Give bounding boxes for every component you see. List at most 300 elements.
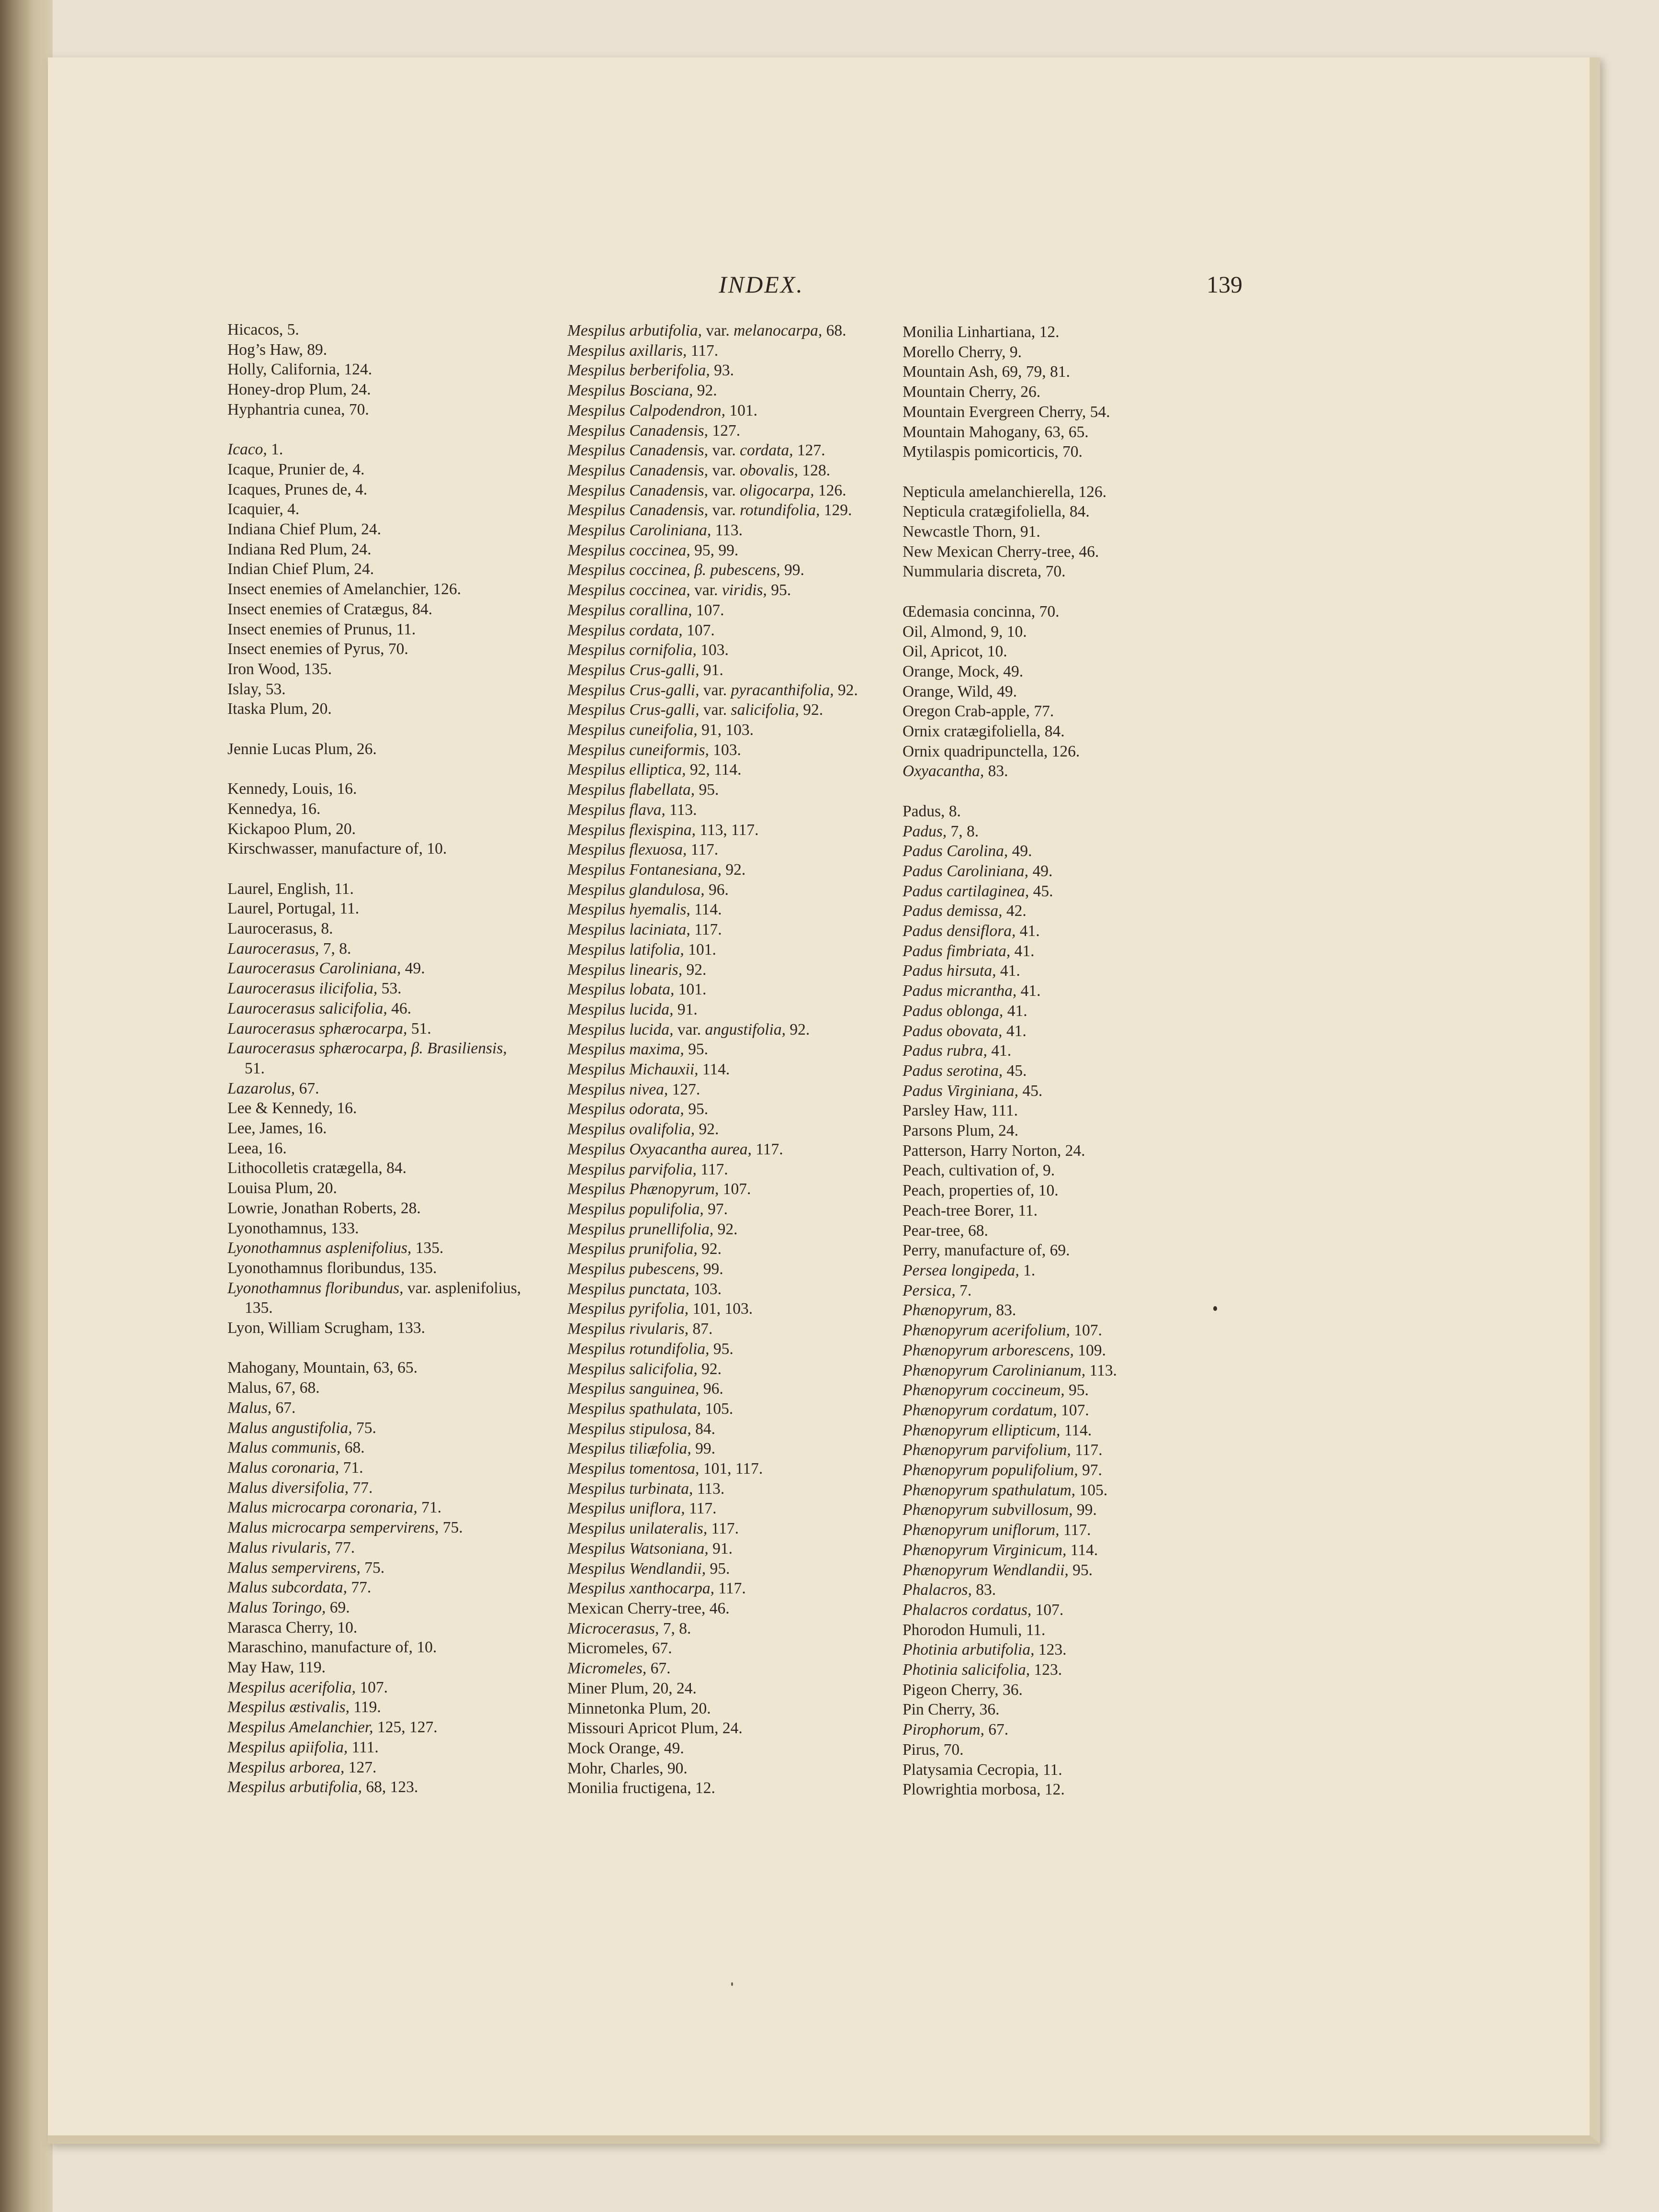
entry-italic-text: Padus serotina, <box>903 1061 1003 1080</box>
entry-italic-text: Mespilus arborea, <box>227 1758 345 1776</box>
entry-text: 127. <box>344 1758 377 1776</box>
entry-text: var. <box>708 441 740 460</box>
index-entry <box>227 1697 553 1717</box>
entry-italic-text: Mespilus cordata, <box>567 621 683 639</box>
index-entry <box>567 560 898 580</box>
entry-text: 107. <box>1070 1321 1102 1340</box>
index-entry <box>567 1039 898 1060</box>
index-entry <box>227 340 553 360</box>
entry-text: 71. <box>417 1499 441 1517</box>
entry-text: New Mexican Cherry-tree, 46. <box>903 542 1099 561</box>
entry-italic-text: Padus Virginiana, <box>903 1082 1018 1100</box>
index-entry <box>567 940 898 960</box>
index-entry <box>227 999 553 1019</box>
entry-text: 113. <box>693 1479 725 1498</box>
index-entry <box>227 1478 553 1498</box>
index-entry <box>567 1299 898 1319</box>
entry-text: 99. <box>699 1260 723 1278</box>
entry-gap <box>227 719 553 739</box>
entry-italic-text: angustifolia, <box>705 1020 786 1038</box>
entry-text: 67. <box>646 1659 671 1678</box>
index-entry <box>227 1278 553 1298</box>
entry-italic-text: Mespilus lucida, <box>567 1000 674 1018</box>
index-entry <box>567 900 898 920</box>
entry-text: 77. <box>347 1579 372 1597</box>
entry-text: 42. <box>1002 902 1027 920</box>
entry-italic-text: cordata, <box>740 441 793 460</box>
entry-italic-text: Mespilus unilateralis, <box>567 1520 708 1538</box>
index-entry <box>227 819 553 839</box>
index-entry <box>227 599 553 620</box>
entry-text: 41. <box>1010 942 1035 960</box>
entry-text: Lyonothamnus floribundus, 135. <box>227 1259 437 1277</box>
index-entry <box>227 1558 553 1578</box>
index-entry <box>567 760 898 780</box>
entry-text: 93. <box>710 361 734 380</box>
entry-text: var. <box>702 322 734 339</box>
entry-italic-text: Mespilus elliptica, <box>567 761 686 779</box>
entry-text: 95. <box>767 581 791 599</box>
index-entry <box>567 421 898 441</box>
entry-text: Peach, cultivation of, 9. <box>903 1162 1055 1180</box>
entry-text: Lowrie, Jonathan Roberts, 28. <box>227 1199 421 1217</box>
entry-italic-text: Mespilus Canadensis, <box>567 481 709 499</box>
index-entry <box>567 1399 898 1419</box>
entry-text: 97. <box>1078 1461 1102 1479</box>
entry-text: 7, 8. <box>659 1619 691 1637</box>
index-entry <box>227 1498 553 1518</box>
index-entry <box>903 1300 1247 1320</box>
index-entry <box>567 1519 898 1539</box>
entry-text: Indian Chief Plum, 24. <box>227 560 374 578</box>
index-entry <box>903 542 1247 562</box>
entry-italic-text: pyracanthifolia, <box>731 681 834 699</box>
index-entry <box>903 1460 1247 1480</box>
index-entry <box>903 1421 1247 1441</box>
index-entry <box>227 1538 553 1558</box>
entry-text: Icaques, Prunes de, 4. <box>227 480 368 498</box>
index-entry <box>903 1560 1247 1580</box>
entry-text: 1. <box>267 440 283 459</box>
index-entry <box>903 901 1247 921</box>
entry-italic-text: Persea longipeda, <box>903 1262 1019 1279</box>
index-entry <box>567 1319 898 1339</box>
index-entry <box>227 1678 553 1698</box>
entry-italic-text: Mespilus odorata, <box>567 1100 684 1118</box>
entry-text: Lyonothamnus, 133. <box>227 1219 359 1237</box>
index-entry <box>567 1020 898 1040</box>
entry-text: 45. <box>1003 1061 1027 1080</box>
entry-text: 96. <box>699 1380 723 1398</box>
entry-italic-text: Icaco, <box>227 440 267 459</box>
entry-italic-text: Malus diversifolia, <box>227 1478 349 1497</box>
entry-italic-text: Malus sempervirens, <box>227 1558 361 1577</box>
entry-text: 97. <box>703 1200 728 1218</box>
entry-italic-text: Phænopyrum Wendlandii, <box>903 1561 1069 1579</box>
entry-italic-text: Phænopyrum, <box>903 1301 993 1320</box>
index-entry <box>227 1139 553 1159</box>
index-entry <box>903 1241 1247 1261</box>
page-number: 139 <box>1207 271 1242 298</box>
index-entry <box>227 360 553 380</box>
entry-italic-text: Pirophorum, <box>903 1721 984 1739</box>
entry-italic-text: Laurocerasus Caroliniana, <box>227 959 401 978</box>
entry-italic-text: Mespilus salicifolia, <box>567 1360 698 1378</box>
entry-text: 107. <box>692 601 724 619</box>
index-entry <box>567 1339 898 1359</box>
entry-italic-text: Malus communis, <box>227 1439 341 1457</box>
index-entry <box>567 621 898 641</box>
entry-text: 41. <box>1016 982 1041 1000</box>
index-entry <box>227 879 553 899</box>
index-entry <box>567 500 898 520</box>
index-entry <box>903 362 1247 382</box>
entry-italic-text: Mespilus berberifolia, <box>567 361 710 380</box>
entry-text: Kennedya, 16. <box>227 800 321 818</box>
entry-italic-text: melanocarpa, <box>734 322 823 339</box>
index-entry <box>567 740 898 760</box>
entry-text: 117. <box>714 1580 746 1598</box>
entry-text: Marasca Cherry, 10. <box>227 1618 358 1636</box>
entry-italic-text: Mespilus lobata, <box>567 981 675 999</box>
index-entry <box>903 722 1247 742</box>
book-spine-edge <box>0 0 53 2212</box>
index-entry <box>227 1298 553 1318</box>
index-column-2 <box>567 321 898 1798</box>
entry-italic-text: Mespilus uniflora, <box>567 1500 685 1518</box>
entry-text: 117. <box>687 841 719 859</box>
index-entry <box>227 939 553 959</box>
entry-text: var. asplenifolius, <box>403 1279 521 1297</box>
index-entry <box>227 1158 553 1178</box>
index-entry <box>567 1659 898 1679</box>
index-entry <box>227 979 553 999</box>
entry-text: 77. <box>330 1538 355 1557</box>
index-entry <box>227 699 553 719</box>
entry-text: Orange, Wild, 49. <box>903 682 1017 700</box>
index-entry <box>903 801 1247 822</box>
entry-text: Phorodon Humuli, 11. <box>903 1621 1046 1639</box>
entry-text: Oregon Crab-apple, 77. <box>903 702 1054 721</box>
entry-text: Holly, California, 124. <box>227 361 372 379</box>
index-entry <box>227 1358 553 1378</box>
entry-italic-text: Phænopyrum Carolinianum, <box>903 1361 1086 1379</box>
entry-italic-text: Phænopyrum ellipticum, <box>903 1421 1061 1439</box>
entry-text: Kirschwasser, manufacture of, 10. <box>227 840 447 858</box>
index-entry <box>567 1140 898 1160</box>
entry-italic-text: Mespilus Watsoniana, <box>567 1539 709 1557</box>
index-entry <box>903 1061 1247 1081</box>
index-entry <box>227 540 553 560</box>
index-entry <box>903 322 1247 342</box>
entry-text: 101, 117. <box>699 1460 763 1478</box>
entry-italic-text: Mespilus prunifolia, <box>567 1240 698 1258</box>
entry-text: 111. <box>348 1738 379 1756</box>
entry-text: May Haw, 119. <box>227 1659 326 1677</box>
entry-italic-text: Mespilus cuneiformis, <box>567 741 709 759</box>
index-entry <box>567 660 898 680</box>
entry-italic-text: Mespilus Caroliniana, <box>567 521 711 540</box>
entry-italic-text: Phænopyrum Virginicum, <box>903 1541 1067 1559</box>
index-entry <box>227 1238 553 1258</box>
entry-italic-text: Mespilus flexispina, <box>567 821 696 839</box>
entry-text: Laurel, Portugal, 11. <box>227 900 360 918</box>
index-entry <box>227 320 553 340</box>
index-entry <box>567 1099 898 1119</box>
index-entry <box>567 481 898 501</box>
entry-text: 126. <box>814 481 846 499</box>
index-entry <box>903 422 1247 442</box>
index-entry <box>567 1679 898 1699</box>
entry-text: 92. <box>834 681 858 699</box>
index-entry <box>567 1379 898 1399</box>
entry-italic-text: Mespilus corallina, <box>567 601 692 619</box>
entry-italic-text: Mespilus rotundifolia, <box>567 1340 710 1358</box>
index-entry <box>227 1458 553 1478</box>
entry-italic-text: Mespilus Calpodendron, <box>567 401 726 419</box>
index-entry <box>903 1400 1247 1421</box>
entry-text: Kennedy, Louis, 16. <box>227 780 357 798</box>
entry-text: Indiana Red Plum, 24. <box>227 540 372 558</box>
index-entry <box>903 1041 1247 1061</box>
index-entry <box>903 1021 1247 1041</box>
entry-text: Pigeon Cherry, 36. <box>903 1681 1023 1699</box>
index-entry <box>903 921 1247 941</box>
index-entry <box>227 1438 553 1458</box>
index-entry <box>227 1038 553 1059</box>
index-entry <box>903 822 1247 842</box>
index-entry <box>567 880 898 900</box>
entry-text: Mohr, Charles, 90. <box>567 1759 688 1777</box>
entry-italic-text: Mespilus Bosciana, <box>567 382 693 400</box>
entry-text: Maraschino, manufacture of, 10. <box>227 1638 437 1657</box>
entry-text: Mexican Cherry-tree, 46. <box>567 1600 730 1617</box>
entry-text: 69. <box>326 1598 350 1616</box>
entry-text: Iron Wood, 135. <box>227 660 332 678</box>
index-entry <box>567 920 898 940</box>
entry-text: 49. <box>1028 862 1053 880</box>
entry-italic-text: Malus, <box>227 1399 272 1417</box>
index-entry <box>903 1540 1247 1560</box>
entry-text: Lithocolletis cratægella, 84. <box>227 1159 406 1177</box>
entry-italic-text: Phænopyrum uniflorum, <box>903 1521 1060 1539</box>
entry-text: Parsley Haw, 111. <box>903 1102 1018 1120</box>
entry-italic-text: oligocarpa, <box>740 481 814 499</box>
entry-italic-text: Mespilus coccinea, β. pubescens, <box>567 561 780 579</box>
entry-text: 92, 114. <box>686 761 742 779</box>
index-entry <box>227 779 553 799</box>
entry-text: Pear-tree, 68. <box>903 1221 988 1240</box>
index-entry <box>227 1118 553 1139</box>
index-entry <box>227 1098 553 1118</box>
index-entry <box>903 701 1247 722</box>
index-entry <box>567 1539 898 1559</box>
entry-text: Oil, Almond, 9, 10. <box>903 622 1027 641</box>
index-entry <box>903 961 1247 981</box>
index-entry <box>227 1777 553 1797</box>
entry-text: 101. <box>674 981 707 999</box>
entry-italic-text: Mespilus apiifolia, <box>227 1738 348 1756</box>
index-entry <box>227 579 553 599</box>
entry-italic-text: Padus obovata, <box>903 1022 1003 1040</box>
index-entry <box>227 1378 553 1398</box>
entry-italic-text: Mespilus flabellata, <box>567 781 695 799</box>
index-entry <box>567 720 898 740</box>
index-entry <box>567 1080 898 1100</box>
index-entry <box>227 1398 553 1418</box>
entry-text: 75. <box>439 1519 463 1537</box>
entry-text: 103. <box>689 1280 722 1298</box>
entry-text: 99. <box>1072 1501 1097 1519</box>
entry-text: 7, 8. <box>319 939 351 958</box>
entry-italic-text: Mespilus axillaris, <box>567 341 687 360</box>
entry-italic-text: Oxyacantha, <box>903 762 984 780</box>
entry-italic-text: Lazarolus, <box>227 1079 295 1097</box>
entry-text: var. <box>699 701 731 719</box>
index-entry <box>227 460 553 480</box>
entry-text: Mountain Ash, 69, 79, 81. <box>903 363 1070 381</box>
entry-text: 45. <box>1029 882 1053 900</box>
entry-text: 46. <box>387 999 412 1017</box>
entry-italic-text: Mespilus ovalifolia, <box>567 1120 695 1139</box>
entry-text: 95. <box>695 781 719 799</box>
entry-text: Newcastle Thorn, 91. <box>903 523 1040 541</box>
entry-text: Parsons Plum, 24. <box>903 1122 1018 1140</box>
entry-text: 103. <box>709 741 741 759</box>
entry-italic-text: Mespilus pyrifolia, <box>567 1300 689 1318</box>
index-entry <box>567 461 898 481</box>
entry-text: 117. <box>1071 1441 1103 1459</box>
index-entry <box>567 980 898 1000</box>
entry-italic-text: Laurocerasus sphærocarpa, β. Brasiliensis, <box>227 1039 507 1058</box>
entry-text: 117. <box>696 1160 728 1178</box>
entry-text: 127. <box>668 1080 700 1098</box>
entry-italic-text: Mespilus lucida, <box>567 1020 674 1038</box>
entry-text: Missouri Apricot Plum, 24. <box>567 1719 743 1738</box>
entry-italic-text: Mespilus turbinata, <box>567 1479 693 1498</box>
entry-text: Perry, manufacture of, 69. <box>903 1241 1070 1260</box>
entry-text: 95. <box>684 1040 709 1059</box>
index-entry <box>567 840 898 860</box>
index-entry <box>903 1760 1247 1780</box>
index-entry <box>567 361 898 381</box>
entry-italic-text: Laurocerasus sphærocarpa, <box>227 1019 407 1038</box>
entry-text: 107. <box>1031 1601 1064 1619</box>
entry-text: 45. <box>1018 1082 1043 1100</box>
entry-text: 107. <box>719 1180 751 1198</box>
entry-text: 75. <box>360 1558 385 1577</box>
entry-italic-text: Mespilus latifolia, <box>567 940 684 959</box>
entry-text: Itaska Plum, 20. <box>227 700 332 718</box>
entry-text: Padus, 8. <box>903 802 961 820</box>
entry-italic-text: Mespilus punctata, <box>567 1280 689 1298</box>
entry-text: Mock Orange, 49. <box>567 1739 684 1757</box>
entry-text: Islay, 53. <box>227 680 286 698</box>
index-entry <box>903 1001 1247 1021</box>
entry-italic-text: Phænopyrum coccineum, <box>903 1381 1065 1399</box>
index-entry <box>903 742 1247 762</box>
entry-italic-text: Mespilus acerifolia, <box>227 1678 356 1696</box>
ink-speck <box>1213 1306 1217 1311</box>
entry-text: Insect enemies of Pyrus, 70. <box>227 640 408 658</box>
index-entry <box>227 739 553 759</box>
entry-text: 117. <box>707 1520 739 1538</box>
entry-text: 68, 123. <box>362 1778 418 1796</box>
entry-text: 95. <box>709 1340 734 1358</box>
entry-text: 68. <box>340 1439 365 1457</box>
index-entry <box>567 321 898 341</box>
entry-text: Insect enemies of Cratægus, 84. <box>227 600 432 618</box>
entry-text: 113. <box>1085 1361 1117 1379</box>
entry-italic-text: Mespilus glandulosa, <box>567 880 705 899</box>
entry-italic-text: Mespilus flexuosa, <box>567 841 687 859</box>
entry-italic-text: Mespilus hyemalis, <box>567 901 690 919</box>
index-entry <box>567 580 898 600</box>
entry-italic-text: Phænopyrum cordatum, <box>903 1401 1057 1419</box>
entry-italic-text: Laurocerasus, <box>227 939 319 958</box>
entry-italic-text: Padus oblonga, <box>903 1002 1004 1020</box>
index-entry <box>903 622 1247 642</box>
index-entry <box>227 1717 553 1738</box>
entry-text: Ornix cratægifoliella, 84. <box>903 722 1065 741</box>
entry-text: Laurocerasus, 8. <box>227 920 333 938</box>
entry-text: 117. <box>685 1500 717 1518</box>
entry-text: 96. <box>704 880 729 899</box>
entry-text: 101. <box>684 940 716 959</box>
entry-text: 83. <box>992 1301 1016 1320</box>
entry-text: Indiana Chief Plum, 24. <box>227 520 381 539</box>
entry-text: 95. <box>1068 1561 1093 1579</box>
entry-italic-text: Mespilus tiliæfolia, <box>567 1440 691 1458</box>
entry-text: 53. <box>377 980 402 998</box>
index-entry <box>227 400 553 420</box>
entry-text: 92. <box>721 860 746 879</box>
entry-text: 92. <box>693 382 717 400</box>
index-entry <box>567 820 898 840</box>
entry-text: Leea, 16. <box>227 1139 287 1157</box>
entry-text: Hicacos, 5. <box>227 321 299 339</box>
index-entry <box>903 1181 1247 1201</box>
entry-text: 114. <box>690 901 722 919</box>
entry-text: 92. <box>799 701 824 719</box>
entry-text: Louisa Plum, 20. <box>227 1179 337 1197</box>
entry-italic-text: Mespilus rivularis, <box>567 1320 689 1338</box>
index-entry <box>903 1600 1247 1620</box>
entry-italic-text: Phænopyrum arborescens, <box>903 1341 1074 1359</box>
index-entry <box>903 1380 1247 1400</box>
index-entry <box>903 442 1247 462</box>
index-entry <box>567 1619 898 1639</box>
entry-gap <box>227 1338 553 1358</box>
entry-italic-text: Malus rivularis, <box>227 1538 331 1557</box>
index-entry <box>567 860 898 880</box>
entry-text: 114. <box>1066 1541 1098 1559</box>
index-column-1 <box>227 320 553 1797</box>
entry-gap <box>903 462 1247 482</box>
entry-text: Insect enemies of Amelanchier, 126. <box>227 580 461 598</box>
entry-italic-text: Photinia salicifolia, <box>903 1661 1030 1679</box>
index-entry <box>227 559 553 579</box>
index-entry <box>227 1518 553 1538</box>
entry-text: 117. <box>687 341 719 360</box>
entry-text: Mytilaspis pomicorticis, 70. <box>903 443 1083 461</box>
index-entry <box>567 1699 898 1719</box>
index-entry <box>903 1101 1247 1121</box>
entry-italic-text: Mespilus spathulata, <box>567 1399 701 1418</box>
index-entry <box>227 1658 553 1678</box>
entry-text: Monilia Linhartiana, 12. <box>903 323 1060 341</box>
entry-text: 113. <box>711 521 743 540</box>
